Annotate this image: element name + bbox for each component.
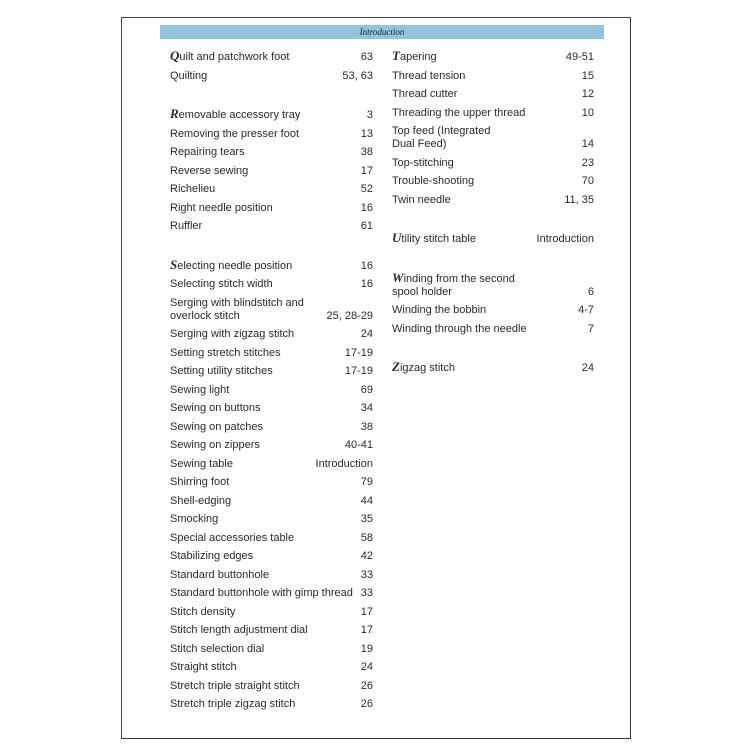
index-entry bbox=[392, 49, 594, 64]
entry-text: Setting stretch stitches bbox=[170, 346, 281, 359]
entry-page-number: 26 bbox=[360, 698, 373, 710]
entry-page-number: 17 bbox=[360, 624, 373, 636]
index-column-left bbox=[170, 49, 373, 711]
index-entry bbox=[170, 347, 373, 360]
entry-text: Reverse sewing bbox=[170, 164, 249, 177]
entry-page-number: 42 bbox=[360, 550, 373, 562]
entry-page-number: 14 bbox=[581, 138, 594, 150]
index-column-right bbox=[392, 49, 594, 375]
index-entry bbox=[170, 402, 373, 415]
index-entry bbox=[170, 128, 373, 141]
entry-label bbox=[170, 107, 300, 122]
entry-text: Thread tension bbox=[392, 69, 466, 82]
entry-label bbox=[170, 384, 229, 397]
index-entry bbox=[170, 661, 373, 674]
index-entry bbox=[170, 458, 373, 471]
entry-text: Stitch density bbox=[170, 605, 236, 618]
index-entry bbox=[170, 624, 373, 637]
entry-label bbox=[392, 107, 525, 120]
entry-page-number: 70 bbox=[581, 175, 594, 187]
entry-label bbox=[170, 421, 263, 434]
entry-text: Right needle position bbox=[170, 201, 273, 214]
index-entry bbox=[170, 146, 373, 159]
entry-label bbox=[170, 70, 207, 83]
entry-text: Sewing on buttons bbox=[170, 402, 261, 414]
entry-text: Stretch triple straight stitch bbox=[170, 679, 300, 692]
entry-label bbox=[170, 458, 233, 471]
index-entry bbox=[170, 698, 373, 711]
index-entry bbox=[170, 49, 373, 64]
entry-page-number: 44 bbox=[360, 494, 373, 507]
entry-page-number: 34 bbox=[360, 402, 373, 414]
index-entry bbox=[170, 606, 373, 619]
entry-text: Repairing tears bbox=[170, 146, 245, 158]
entry-text: Twin needle bbox=[392, 193, 451, 206]
entry-initial-letter: Q bbox=[170, 48, 180, 63]
entry-page-number: 58 bbox=[360, 531, 373, 544]
entry-page-number: 11, 35 bbox=[564, 193, 594, 206]
entry-page-number: 69 bbox=[360, 383, 373, 396]
entry-page-number: 79 bbox=[360, 476, 373, 488]
index-entry bbox=[170, 107, 373, 122]
index-entry bbox=[392, 175, 594, 188]
entry-text: apering bbox=[399, 51, 437, 63]
entry-text: Sewing table bbox=[170, 457, 233, 470]
entry-text: Sewing light bbox=[170, 383, 230, 396]
entry-text: Winding through the needle bbox=[392, 322, 527, 335]
entry-text: Removing the presser foot bbox=[170, 127, 300, 140]
entry-initial-letter: U bbox=[392, 230, 402, 245]
entry-label bbox=[170, 297, 304, 323]
entry-label bbox=[392, 70, 465, 83]
index-entry bbox=[392, 231, 594, 246]
index-entry bbox=[170, 421, 373, 434]
index-entry bbox=[170, 258, 373, 273]
entry-text: Sewing on patches bbox=[170, 420, 263, 433]
entry-text: Smocking bbox=[170, 513, 219, 525]
entry-text: Special accessories table bbox=[170, 531, 295, 544]
entry-label bbox=[170, 569, 269, 582]
entry-label bbox=[170, 165, 248, 178]
entry-label bbox=[170, 532, 294, 545]
entry-label bbox=[170, 550, 253, 563]
entry-label bbox=[170, 624, 308, 637]
index-entry bbox=[392, 194, 594, 207]
entry-page-number: 33 bbox=[360, 587, 373, 599]
entry-page-number: 16 bbox=[360, 259, 373, 272]
entry-label bbox=[170, 643, 264, 656]
index-entry bbox=[170, 70, 373, 83]
entry-text: Shell-edging bbox=[170, 494, 232, 507]
entry-label bbox=[170, 49, 289, 64]
entry-text: Straight stitch bbox=[170, 661, 237, 673]
entry-text: uilt and patchwork foot bbox=[179, 51, 290, 63]
entry-label bbox=[392, 231, 476, 246]
entry-initial-letter: R bbox=[170, 106, 179, 121]
entry-page-number: 25, 28-29 bbox=[326, 309, 373, 322]
entry-label bbox=[170, 183, 215, 196]
entry-text: Sewing on zippers bbox=[170, 439, 260, 451]
entry-page-number: Introduction bbox=[315, 457, 373, 470]
entry-label bbox=[170, 365, 273, 378]
entry-text: Richelieu bbox=[170, 183, 216, 195]
entry-page-number: 53, 63 bbox=[342, 69, 373, 82]
index-entry bbox=[170, 220, 373, 233]
entry-text: Stitch length adjustment dial bbox=[170, 624, 308, 636]
entry-page-number: 52 bbox=[360, 183, 373, 195]
entry-page-number: 16 bbox=[360, 201, 373, 214]
entry-text: Serging with zigzag stitch bbox=[170, 328, 295, 340]
entry-label bbox=[170, 220, 202, 233]
index-entry bbox=[170, 495, 373, 508]
index-entry bbox=[170, 680, 373, 693]
index-entry bbox=[392, 88, 594, 101]
entry-label bbox=[392, 157, 454, 170]
entry-initial-letter: Z bbox=[392, 359, 400, 374]
entry-label bbox=[170, 587, 353, 600]
entry-label bbox=[392, 271, 515, 299]
index-entry bbox=[170, 278, 373, 291]
index-entry bbox=[170, 550, 373, 563]
entry-text: Standard buttonhole bbox=[170, 568, 270, 581]
entry-page-number: 63 bbox=[360, 51, 373, 63]
entry-text: Threading the upper thread bbox=[392, 106, 526, 119]
entry-label bbox=[170, 476, 229, 489]
entry-label bbox=[392, 175, 474, 188]
entry-initial-letter: S bbox=[170, 256, 178, 272]
entry-text: emovable accessory tray bbox=[178, 109, 301, 121]
index-entry bbox=[170, 328, 373, 341]
entry-page-number: 16 bbox=[360, 278, 373, 290]
index-entry bbox=[392, 304, 594, 317]
index-entry bbox=[392, 125, 594, 151]
entry-label bbox=[170, 402, 261, 415]
entry-label bbox=[170, 661, 237, 674]
index-entry bbox=[170, 297, 373, 323]
index-entry bbox=[170, 587, 373, 600]
entry-page-number: 17 bbox=[360, 164, 373, 177]
index-entry bbox=[170, 569, 373, 582]
entry-label bbox=[170, 278, 273, 291]
entry-text: Standard buttonhole with gimp thread bbox=[170, 587, 353, 599]
entry-page-number: 40-41 bbox=[344, 439, 373, 451]
entry-page-number: 23 bbox=[581, 156, 594, 169]
index-entry bbox=[170, 202, 373, 215]
entry-text: Shirring foot bbox=[170, 476, 230, 488]
entry-label bbox=[170, 495, 231, 508]
index-entry bbox=[170, 365, 373, 378]
entry-label bbox=[170, 606, 235, 619]
entry-label bbox=[170, 680, 300, 693]
entry-text: igzag stitch bbox=[399, 362, 455, 374]
entry-label bbox=[392, 88, 457, 101]
entry-text: Ruffler bbox=[170, 220, 203, 232]
entry-page-number: 19 bbox=[360, 642, 373, 655]
entry-text: Top feed (Integrated Dual Feed) bbox=[392, 125, 491, 150]
index-entry bbox=[170, 439, 373, 452]
entry-label bbox=[170, 513, 218, 526]
entry-page-number: Introduction bbox=[536, 233, 594, 245]
index-entry bbox=[392, 70, 594, 83]
entry-text: Thread cutter bbox=[392, 88, 458, 100]
entry-text: Winding the bobbin bbox=[392, 304, 487, 316]
entry-page-number: 15 bbox=[581, 69, 594, 82]
entry-page-number: 10 bbox=[581, 106, 594, 119]
index-entry bbox=[170, 183, 373, 196]
entry-page-number: 3 bbox=[366, 109, 373, 121]
entry-page-number: 17 bbox=[360, 605, 373, 618]
entry-page-number: 12 bbox=[581, 88, 594, 100]
entry-label bbox=[392, 360, 455, 375]
entry-label bbox=[392, 323, 527, 336]
entry-page-number: 38 bbox=[360, 420, 373, 433]
entry-page-number: 35 bbox=[360, 513, 373, 525]
entry-label bbox=[170, 146, 245, 159]
entry-page-number: 7 bbox=[587, 322, 594, 335]
entry-text: Quilting bbox=[170, 69, 208, 82]
entry-text: Stabilizing edges bbox=[170, 550, 254, 562]
index-entry bbox=[392, 107, 594, 120]
index-entry bbox=[392, 157, 594, 170]
entry-page-number: 6 bbox=[587, 285, 594, 298]
entry-page-number: 61 bbox=[360, 220, 373, 232]
index-entry bbox=[170, 384, 373, 397]
index-entry bbox=[170, 643, 373, 656]
entry-page-number: 13 bbox=[360, 127, 373, 140]
entry-page-number: 17-19 bbox=[344, 346, 373, 359]
entry-page-number: 26 bbox=[360, 679, 373, 692]
section-header: Introduction bbox=[160, 25, 604, 39]
entry-page-number: 24 bbox=[581, 362, 594, 374]
index-entry bbox=[170, 165, 373, 178]
entry-text: Stitch selection dial bbox=[170, 642, 265, 655]
index-entry bbox=[392, 271, 594, 299]
entry-page-number: 49-51 bbox=[565, 51, 594, 63]
entry-label bbox=[170, 328, 294, 341]
entry-text: Stretch triple zigzag stitch bbox=[170, 698, 296, 710]
entry-text: Serging with blindstitch and overlock stitch bbox=[170, 296, 304, 322]
entry-page-number: 4-7 bbox=[578, 304, 594, 316]
entry-text: electing needle position bbox=[177, 259, 293, 272]
entry-text: Trouble-shooting bbox=[392, 175, 475, 187]
entry-text: Top-stitching bbox=[392, 156, 454, 169]
index-entry bbox=[170, 476, 373, 489]
index-entry bbox=[170, 532, 373, 545]
index-entry bbox=[170, 513, 373, 526]
entry-label bbox=[392, 49, 437, 64]
index-entry bbox=[392, 323, 594, 336]
entry-label bbox=[170, 698, 295, 711]
entry-label bbox=[170, 439, 260, 452]
entry-initial-letter: W bbox=[392, 269, 404, 285]
entry-text: Selecting stitch width bbox=[170, 278, 273, 290]
entry-label bbox=[170, 258, 292, 273]
entry-label bbox=[392, 304, 486, 317]
entry-label bbox=[170, 128, 299, 141]
entry-label bbox=[170, 347, 281, 360]
entry-page-number: 24 bbox=[360, 328, 373, 340]
entry-text: tility stitch table bbox=[401, 233, 476, 245]
index-entry bbox=[392, 360, 594, 375]
entry-label bbox=[170, 202, 273, 215]
entry-text: inding from the second spool holder bbox=[392, 272, 515, 298]
entry-initial-letter: T bbox=[392, 48, 400, 63]
entry-label bbox=[392, 194, 451, 207]
entry-text: Setting utility stitches bbox=[170, 365, 273, 377]
entry-page-number: 38 bbox=[360, 146, 373, 158]
entry-page-number: 17-19 bbox=[344, 365, 373, 377]
entry-label bbox=[392, 125, 490, 151]
entry-page-number: 24 bbox=[360, 661, 373, 673]
entry-page-number: 33 bbox=[360, 568, 373, 581]
